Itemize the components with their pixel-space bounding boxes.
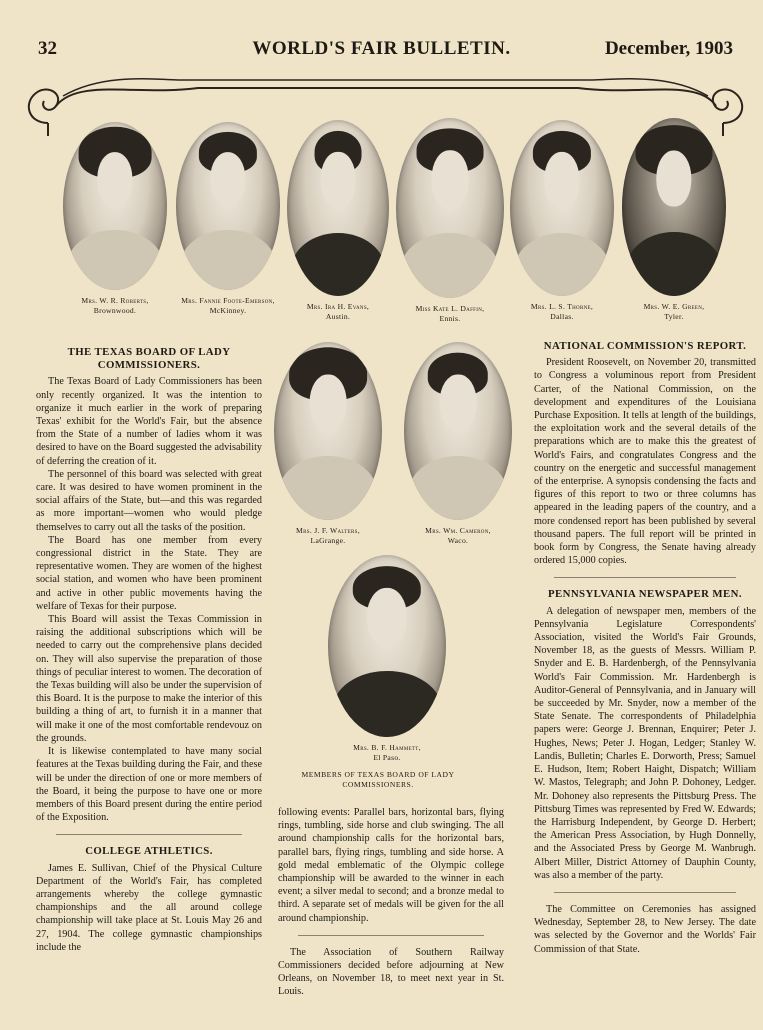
paragraph: This Board will assist the Texas Commission in raising the additional subscriptions which will be needed to carry out the comprehensive plans decided on. They will also supervise the preparation of those things of peculiar interest to women. The decoration of the Texas building will also be under the supervision of this Board. It is the purpose to make the interior of this building a thing of art, to furnish it in a manner that will make it one of the most comfortable rendevouz on the grounds. [36, 614, 262, 744]
paragraph: following events: Parallel bars, horizontal bars, flying rings, tumbling, side horse and club swinging. The all around championship calls for the horizontal bars, parallel bars, flying rings, tumbling and side horse. A gold medal emblematic of the Olympic college championship will be awarded to the winner in each event; a silver medal to second; and a bronze medal to third. A separate set of medals will be given for the all around championship. [278, 807, 504, 924]
portrait-daffin [396, 118, 504, 324]
divider [56, 834, 242, 835]
portrait-caption: Miss Kate L. Daffin, Ennis. [415, 304, 485, 323]
paragraph: The Texas Board of Lady Commissioners has been only recently organized. It was the intention to organize it much earlier in the work of preparing Texas' exhibit for the World's Fair, but the absence from the State of a number of ladies whom it was desired to have on the Board suggested the advisability of deferring the creation of it. [36, 376, 262, 467]
portrait-photo [274, 342, 382, 520]
portrait-walters [272, 342, 384, 546]
portrait-caption: Mrs. B. F. Hammett, El Paso. [353, 743, 421, 762]
paragraph: A delegation of newspaper men, members of the Pennsylvania Legislature Correspondents' Association, visited the World's Fair Grounds, November 18, as the guests of Messrs. William P. Snyder and E. B. Hardenbergh, of the Pennsylvania World's Fair Commission. Mr. Hardenbergh is Auditor-General of Pennsylvania, and in January will be succeeded by Mr. Snyder, now a member of the State Senate. The correspondents of Philadelphia papers were: George J. Brennan, Enquirer; Peter J. Hughes, News; Peter J. Hogan, Ledger; Stanley W. Landis, Bulletin; Charles E. Dorworth, Press; Samuel E. Hudson, Item; Robert Haight, Dispatch; William W. Mastos, Telegraph; and John P. Dohoney, Ledger. Mr. Dohoney also represents the Pittsburg Press. The Pittsburg Times was represented by Fred W. Edwards; the Harrisburg Independent, by George D. Herbert; the American Press Association, by Hugh Donnelly, and the Associated Press by George M. Wanbrugh. Albert Miller, District Attorney of Dauphin County, was also a member of the party. [534, 605, 756, 881]
paragraph: The personnel of this board was selected with great care. It was desired to have women prominent in the social affairs of the State, but—and this was regarded as more important—women who would pledge themselves to carry out all the tasks of the position. [36, 468, 262, 533]
article-heading-pennsylvania: PENNSYLVANIA NEWSPAPER MEN. [548, 588, 742, 601]
divider [554, 577, 736, 578]
divider [298, 935, 484, 936]
divider [554, 892, 736, 893]
right-column [534, 340, 756, 956]
left-column [36, 346, 262, 954]
portrait-photo [510, 120, 614, 296]
portrait-caption: Mrs. Ira H. Evans, Austin. [306, 302, 370, 321]
paragraph: The Committee on Ceremonies has assigned Wednesday, September 28, to New Jersey. The date was selected by the Governor and the Worlds' Fair Commission of that State. [534, 903, 756, 955]
page-header [0, 38, 763, 64]
portrait-cameron [402, 342, 514, 546]
middle-column [278, 806, 504, 999]
portrait-photo [328, 555, 446, 737]
paragraph: The Association of Southern Railway Commissioners decided before adjourning at New Orleans, on November 18, to meet next year in St. Louis. [278, 946, 504, 998]
portrait-hammett [324, 555, 450, 763]
portrait-caption: Mrs. Fannie Foote-Emerson, McKinney. [181, 296, 275, 315]
paragraph: James E. Sullivan, Chief of the Physical Culture Department of the World's Fair, has completed arrangements whereby the college gymnastic championships and the all around college championship will take place at St. Louis May 26 and 27, 1904. The college gymnastic championships include the [36, 862, 262, 953]
article-heading-national: NATIONAL COMMISSION'S REPORT. [543, 340, 747, 352]
portrait-roberts [62, 122, 168, 316]
portrait-foote-emerson [172, 122, 284, 316]
portrait-caption: Mrs. W. E. Green, Tyler. [643, 302, 705, 321]
portrait-photo [287, 120, 389, 296]
paragraph: It is likewise contemplated to have many social features at the Texas building during the Fair, and these will be under the direction of one or more members of the Board, it being the purpose to have one or more members of this Board present during the entire period of the Exposition. [36, 746, 262, 824]
portrait-photo [396, 118, 504, 298]
portrait-caption: Mrs. Wm. Cameron, Waco. [425, 526, 491, 545]
portrait-photo [622, 118, 726, 296]
page-number: 32 [38, 38, 57, 59]
portrait-photo [176, 122, 280, 290]
portrait-evans [286, 120, 390, 322]
paragraph: The Board has one member from every congressional district in the State. They are representative women. They are women of the highest social station, and women who have been prominent and active in other public movements having the welfare of Texas for their purpose. [36, 534, 262, 612]
portrait-caption: Mrs. J. F. Walters, LaGrange. [296, 526, 360, 545]
publication-title: WORLD'S FAIR BULLETIN. [252, 38, 511, 59]
article-heading-texas: THE TEXAS BOARD OF LADY COMMISSIONERS. [67, 346, 231, 372]
portrait-photo [404, 342, 512, 520]
portrait-caption: Mrs. L. S. Thorne, Dallas. [530, 302, 594, 321]
issue-date: December, 1903 [604, 38, 733, 59]
portrait-caption: Mrs. W. R. Roberts, Brownwood. [81, 296, 149, 315]
portrait-thorne [508, 120, 616, 322]
portrait-photo [63, 122, 167, 290]
portrait-green [620, 118, 728, 322]
group-caption: MEMBERS OF TEXAS BOARD OF LADY COMMISSIONERS. [301, 770, 455, 789]
article-heading-athletics: COLLEGE ATHLETICS. [85, 845, 213, 858]
paragraph: President Roosevelt, on November 20, transmitted to Congress a voluminous report from President Carter, of the National Commission, on the development and expenditures of the Louisiana Purchase Exposition. It tells at length of the buildings, the exploitation work and the several details of the preparations which are to make this the greatest of World's Fairs, and congratulates Congress and the country on the energetic and successful management of the enterprise. A synopsis condensing the facts and figures of this report to two or three columns has appeared in the leading papers of the country, and a more condensed report has been published by several thousand papers. The full report will be printed in book form by Congress, the Senate having already ordered 15,000 copies. [534, 357, 756, 567]
